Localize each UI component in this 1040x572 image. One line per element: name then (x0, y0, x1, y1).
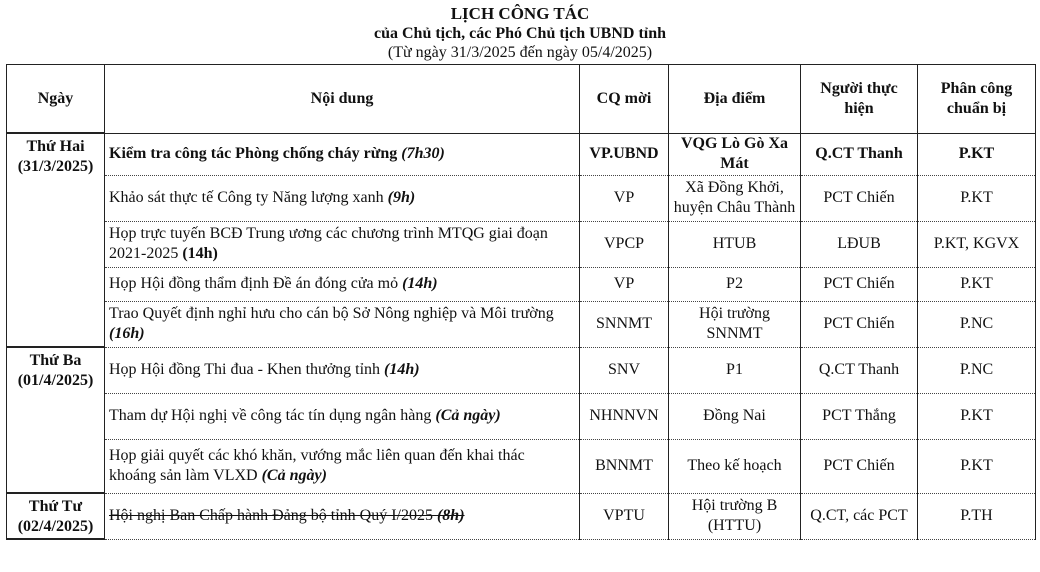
table-row (7, 439, 1036, 493)
place-cell: VQG Lò Gò Xa Mát (669, 133, 801, 175)
org-cell: VP (580, 267, 669, 301)
col-header-place: Địa điểm (669, 65, 801, 134)
content-text: Hội nghị Ban Chấp hành Đảng bộ tỉnh Quý I/2025 (109, 507, 433, 524)
content-time: (14h) (384, 361, 420, 378)
col-header-org: CQ mời (580, 65, 669, 134)
col-header-day: Ngày (7, 65, 105, 134)
place-cell: Hội trường SNNMT (669, 301, 801, 347)
content-time: (14h) (402, 275, 438, 292)
place-cell: P1 (669, 347, 801, 393)
person-cell: PCT Thắng (801, 393, 918, 439)
table-header-row (7, 65, 1036, 134)
org-cell: BNNMT (580, 439, 669, 493)
content-cell (105, 439, 580, 493)
prep-cell: P.KT (918, 267, 1036, 301)
org-cell: SNV (580, 347, 669, 393)
content-time: (16h) (109, 325, 145, 342)
table-row (7, 347, 1036, 393)
day-date: (02/4/2025) (17, 518, 94, 535)
prep-cell: P.NC (918, 347, 1036, 393)
day-name: Thứ Hai (26, 138, 85, 155)
content-text: Tham dự Hội nghị về công tác tín dụng ngân hàng (109, 407, 432, 424)
person-cell: Q.CT, các PCT (801, 493, 918, 539)
content-cell (105, 133, 580, 175)
table-row (7, 175, 1036, 221)
place-cell: P2 (669, 267, 801, 301)
place-cell: Hội trường B (HTTU) (669, 493, 801, 539)
content-time: (8h) (436, 507, 465, 524)
day-name: Thứ Ba (29, 352, 82, 369)
day-cell (7, 133, 105, 347)
place-cell: Đồng Nai (669, 393, 801, 439)
place-cell: Theo kế hoạch (669, 439, 801, 493)
person-cell: Q.CT Thanh (801, 133, 918, 175)
content-time: (Cả ngày) (435, 407, 501, 424)
content-text: Họp Hội đồng thẩm định Đề án đóng cửa mỏ (109, 275, 399, 292)
col-header-content: Nội dung (105, 65, 580, 134)
content-cell (105, 175, 580, 221)
content-text: Trao Quyết định nghỉ hưu cho cán bộ Sở Nông nghiệp và Môi trường (109, 305, 554, 322)
content-cell (105, 301, 580, 347)
content-text: Họp giải quyết các khó khăn, vướng mắc liên quan đến khai thác khoáng sản làm VLXD (109, 447, 525, 484)
table-row (7, 493, 1036, 539)
prep-cell: P.KT, KGVX (918, 221, 1036, 267)
content-time: (Cả ngày) (261, 467, 327, 484)
prep-cell: P.NC (918, 301, 1036, 347)
prep-cell: P.KT (918, 133, 1036, 175)
org-cell: SNNMT (580, 301, 669, 347)
content-text: Họp Hội đồng Thi đua - Khen thưởng tỉnh (109, 361, 381, 378)
person-cell: PCT Chiến (801, 301, 918, 347)
org-cell: VPCP (580, 221, 669, 267)
content-cell (105, 393, 580, 439)
content-cell (105, 221, 580, 267)
schedule-table (6, 64, 1036, 540)
org-cell: VP (580, 175, 669, 221)
org-cell: VPTU (580, 493, 669, 539)
day-cell (7, 347, 105, 493)
prep-cell: P.KT (918, 393, 1036, 439)
person-cell: Q.CT Thanh (801, 347, 918, 393)
date-range: (Từ ngày 31/3/2025 đến ngày 05/4/2025) (387, 44, 653, 61)
person-cell: PCT Chiến (801, 175, 918, 221)
col-header-person: Người thực hiện (801, 65, 918, 134)
col-header-prep: Phân công chuẩn bị (918, 65, 1036, 134)
table-row (7, 221, 1036, 267)
content-text: Kiểm tra công tác Phòng chống cháy rừng (109, 145, 398, 162)
content-cell (105, 267, 580, 301)
prep-cell: P.KT (918, 439, 1036, 493)
org-cell: NHNNVN (580, 393, 669, 439)
day-cell (7, 493, 105, 539)
content-text: Khảo sát thực tế Công ty Năng lượng xanh (109, 189, 384, 206)
org-cell: VP.UBND (580, 133, 669, 175)
content-time: (9h) (387, 189, 416, 206)
document-subtitle: của Chủ tịch, các Phó Chủ tịch UBND tỉnh (373, 25, 667, 42)
document-title: LỊCH CÔNG TÁC (450, 4, 590, 23)
content-text: Họp trực tuyến BCĐ Trung ương các chương trình MTQG giai đoạn 2021-2025 (109, 225, 548, 262)
table-row (7, 133, 1036, 175)
person-cell: LĐUB (801, 221, 918, 267)
table-row (7, 267, 1036, 301)
content-cell (105, 493, 580, 539)
place-cell: Xã Đồng Khởi, huyện Châu Thành (669, 175, 801, 221)
day-date: (01/4/2025) (17, 372, 94, 389)
content-time: (7h30) (401, 145, 445, 162)
day-name: Thứ Tư (28, 498, 83, 515)
document-header (0, 0, 1040, 62)
person-cell: PCT Chiến (801, 439, 918, 493)
prep-cell: P.KT (918, 175, 1036, 221)
person-cell: PCT Chiến (801, 267, 918, 301)
content-time: (14h) (182, 245, 218, 262)
content-cell (105, 347, 580, 393)
day-date: (31/3/2025) (17, 158, 94, 175)
table-row (7, 301, 1036, 347)
prep-cell: P.TH (918, 493, 1036, 539)
place-cell: HTUB (669, 221, 801, 267)
table-row (7, 393, 1036, 439)
